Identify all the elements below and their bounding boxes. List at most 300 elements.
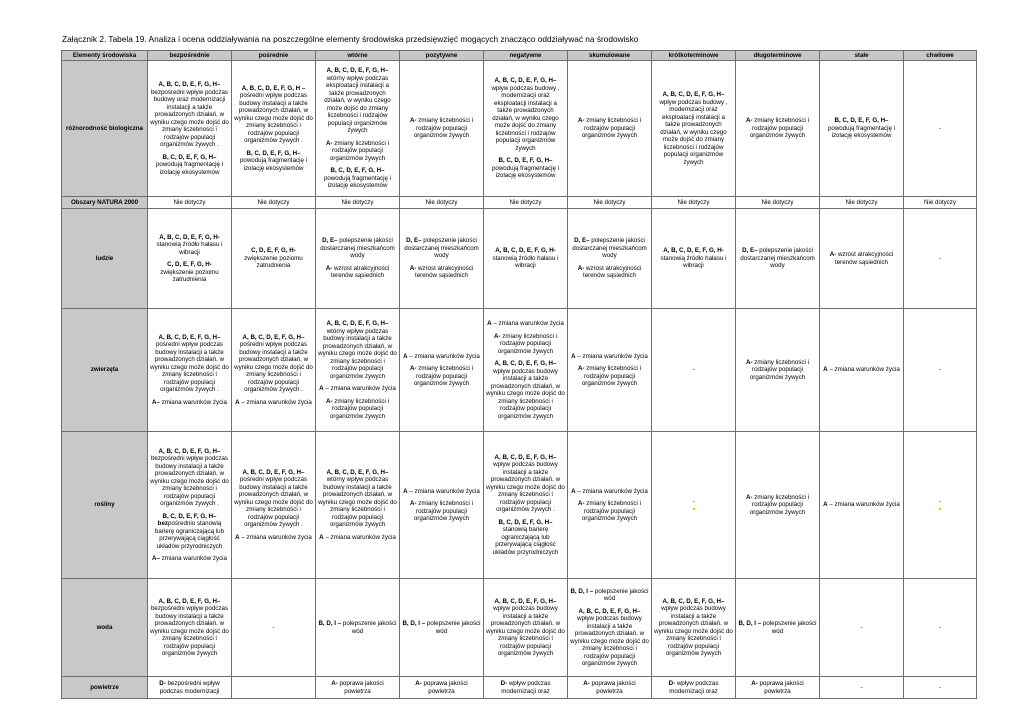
cell-code: D, E– [406,237,422,245]
cell-code: A- [326,139,333,147]
cell-text: - [938,497,942,505]
cell-paragraph [402,265,481,280]
cell-text: polepszenie jakości dostarczanej mieszkańcom wody [404,237,479,260]
cell-text: stanowią źródło hałasu i wibracji [660,254,727,270]
cell-text: powodują fragmentację i izolację ekosystemów [491,164,560,180]
cell-paragraph [822,199,901,207]
cell-code: A- [415,680,422,687]
table-body [62,61,977,699]
cell-code: B, C, D, E, F, G, H– [498,157,553,165]
cell-paragraph [150,261,229,284]
cell-code: A, B, C, D, E, F, G, H– [494,597,557,605]
cell-text: polepszenie jakości dostarczanej mieszkańcom wody [572,237,647,260]
cell-text: polepszenie jakości dostarczanej mieszkańcom wody [320,237,395,260]
table-cell [568,309,652,432]
cell-code: A, B, C, D, E, F, G, H – [241,84,306,92]
cell-paragraph [150,555,229,563]
cell-paragraph [318,265,397,280]
cell-paragraph [654,247,733,270]
cell-paragraph [822,366,901,374]
cell-text: wpływ podczas modernizacji oraz [501,680,551,695]
table-cell [568,677,652,699]
cell-text: powodują fragmentację i izolację ekosystemów [239,157,308,172]
cell-text: – zmiana warunków życia [239,398,312,406]
cell-text: zmiany liczebności i rodzajów populacji organizmów żywych [497,332,557,355]
table-cell [652,677,736,699]
table-cell [316,432,400,579]
cell-code: B, D, I – [570,587,594,595]
cell-paragraph [318,398,397,421]
cell-paragraph [906,624,974,632]
table-cell [400,197,484,209]
cell-text: powodują fragmentację i izolację ekosystemów [827,124,896,140]
cell-code: B, D, I – [738,620,762,627]
cell-text: Nie dotyczy [845,198,878,206]
cell-text: – zmiana warunków życia [575,487,648,495]
table-cell [148,579,232,677]
table-row [62,579,977,677]
cell-paragraph [486,157,565,180]
cell-paragraph [402,117,481,140]
cell-code: A- [577,264,585,272]
cell-code: D- [159,680,166,687]
cell-text: bezpośredni wpływ podczas budowy oraz modernizacji instalacji a także prowadzonych działań, w wyniku czego może dojść do zmiany liczebności i rodzajów populacji organizmów żywych . [150,88,229,148]
cell-code: D, E– [742,247,758,255]
cell-paragraph [906,498,974,513]
cell-paragraph [486,360,565,420]
cell-text: wpływ podczas budowy instalacji a także prowadzonych działań, w wyniku czego może dojść do zmiany liczebności i rodzajów populacji organizmów żywych [654,605,733,657]
cell-text: poprawa jakości powietrza [757,680,804,695]
cell-code: A- [578,117,585,125]
cell-code: A, B, C, D, E, F, G, H– [158,81,221,88]
column-header: skumulowane [568,51,652,61]
cell-text: poprawa jakości powietrza [421,680,468,695]
cell-paragraph [234,247,313,270]
cell-text: wpływ podczas budowy instalacji a także prowadzonych działań, w wyniku czego może dojść do zmiany liczebności i rodzajów populacji organizmów żywych [570,615,649,667]
cell-code: A [235,533,240,541]
cell-paragraph [570,500,649,523]
cell-paragraph [486,598,565,658]
cell-code: D, E– [322,237,338,245]
cell-text: wpływ podczas budowy instalacji a także prowadzonych działań, w wyniku czego może dojść do zmiany liczebności i rodzajów populacji organizmów żywych . [486,461,565,514]
cell-text: zmiana warunków życia [159,555,227,562]
cell-code: A- [325,264,333,272]
cell-text: - [860,683,863,691]
cell-code: B, C, D, E, F, G, H– [498,518,553,526]
table-cell [484,197,568,209]
table-cell [820,209,904,309]
row-label: rośliny [62,432,148,579]
cell-paragraph [570,680,649,695]
cell-text: zmiany liczebności i rodzajów populacji organizmów żywych [581,365,641,387]
cell-code: A, B, C, D, E, F, G, H– [494,360,557,367]
cell-text: pośredni wpływ podczas budowy instalacji a także prowadzonych działań, w wyniku czego może dojść do zmiany liczebności i rodzajów populacji organizmów żywych . [234,92,313,145]
table-cell [484,309,568,432]
cell-text: wpływ podczas budowy , modernizacji oraz eksploatacji instalacji a także prowadzonych działań, w wyniku czego może dojść do zmiany liczebności i rodzajów populacji organizmów żywych [659,98,728,166]
cell-text: wpływ podczas budowy instalacji a także prowadzonych działań, w wyniku czego może dojść do zmiany liczebności i rodzajów populacji organizmów żywych [486,605,565,657]
cell-code: A- [410,500,417,507]
table-cell [232,579,316,677]
table-cell [904,197,977,209]
cell-paragraph [234,399,313,407]
table-cell [148,61,232,197]
cell-code: A- [583,680,590,687]
cell-paragraph [234,199,313,207]
cell-code: B, C, D, E, F, G, H– [162,153,217,161]
table-cell [232,61,316,197]
table-cell [736,209,820,309]
table-cell [400,432,484,579]
cell-code: A– [152,555,160,562]
table-cell [232,432,316,579]
cell-text: - [938,683,942,691]
cell-paragraph [234,85,313,145]
cell-text: powodują fragmentację i izolację ekosystemów [323,174,392,190]
cell-text: bezpośredni wpływ podczas budowy instalacji a także prowadzonych działań, w wyniku czego może dojść do zmiany liczebności i rodzajów populacji organizmów żywych . [150,455,229,507]
cell-paragraph [738,117,817,140]
cell-code: A- [409,264,417,272]
cell-code: B, C, D, E, F, G, H– [330,167,385,175]
yellow-dot-icon [693,508,695,510]
table-cell [652,309,736,432]
cell-paragraph [318,140,397,163]
cell-text: polepszenie jakości wód [593,587,649,602]
column-header: bezpośrednie [148,51,232,61]
row-label: zwierzęta [62,309,148,432]
cell-code: C, D, E, F, G, H- [251,247,296,255]
cell-paragraph [570,608,649,668]
yellow-dot-icon [939,508,941,510]
cell-text: – zmiana warunków życia [827,501,900,509]
cell-code: B, C, D, E, F, G, H– [834,117,889,125]
cell-text: - [692,497,695,505]
cell-code: A [235,398,240,406]
cell-text: Nie dotyczy [593,198,626,206]
cell-paragraph [570,588,649,603]
cell-code: A [403,352,408,360]
table-cell [568,209,652,309]
cell-paragraph [486,454,565,514]
cell-code: B, D, I – [318,620,342,627]
table-cell [232,677,316,699]
table-row [62,432,977,579]
cell-paragraph [654,680,733,695]
cell-text: Nie dotyczy [173,198,206,206]
cell-text: Nie dotyczy [677,198,710,206]
cell-paragraph [402,353,481,361]
cell-text: polepszenie jakości wód [761,620,817,635]
cell-text: - [938,124,942,132]
table-cell [232,209,316,309]
cell-paragraph [402,365,481,388]
cell-paragraph [234,469,313,529]
cell-paragraph [318,385,397,393]
cell-code: A, B, C, D, E, F, G, H– [494,453,557,461]
cell-code: A, B, C, D, E, F, G, H– [158,447,221,455]
cell-paragraph [318,167,397,190]
cell-text: poprawa jakości powietrza [589,680,636,695]
table-cell [148,309,232,432]
table-cell [400,61,484,197]
cell-text: polepszenie jakości wód [341,620,397,635]
cell-paragraph [318,620,397,635]
table-row [62,677,977,699]
table-cell [904,61,977,197]
cell-paragraph [150,598,229,658]
cell-text: - [938,366,942,374]
cell-text: pośredni wpływ podczas budowy instalacji a także prowadzonych działań, w wyniku czego może dojść do zmiany liczebności i rodzajów populacji organizmów żywych . [234,476,313,529]
cell-paragraph [822,251,901,266]
cell-text: - [272,623,275,631]
cell-paragraph [822,624,901,632]
cell-text: - [938,254,942,262]
cell-code: A [403,487,408,495]
cell-code: A- [326,397,333,405]
cell-paragraph [906,199,974,207]
cell-code: A- [410,117,417,125]
cell-paragraph [486,199,565,207]
cell-code: A, B, C, D, E, F, G, H- [159,233,220,241]
cell-code: A, B, C, D, E, F, G, H– [242,468,305,476]
cell-paragraph [822,684,901,692]
cell-text: – zmiana warunków życia [239,533,312,541]
table-cell [316,61,400,197]
cell-code: B, D, I – [402,620,426,627]
table-cell [316,677,400,699]
cell-paragraph [738,199,817,207]
table-cell [148,677,232,699]
cell-text: – zmiana warunków życia [323,385,396,392]
cell-paragraph [234,150,313,173]
cell-paragraph [654,199,733,207]
table-cell [652,61,736,197]
cell-code: A, B, C, D, E, F, G, H– [158,333,221,341]
cell-paragraph [402,620,481,635]
table-cell [820,61,904,197]
cell-paragraph [486,680,565,695]
table-cell [904,209,977,309]
cell-paragraph [150,334,229,394]
table-row [62,197,977,209]
cell-code: B, C, D, E, F, G, H– bez [157,512,217,527]
row-label: ludzie [62,209,148,309]
table-cell [820,197,904,209]
table-cell [652,209,736,309]
cell-paragraph [822,501,901,509]
table-cell [904,432,977,579]
cell-code: A, B, C, D, E, F, G, H– [326,67,389,75]
table-cell [904,579,977,677]
cell-paragraph [486,333,565,356]
column-header: krótkoterminowe [652,51,736,61]
cell-paragraph [906,366,974,374]
cell-paragraph [150,81,229,149]
table-cell [400,309,484,432]
cell-code: A [319,533,324,541]
cell-paragraph [738,359,817,382]
cell-paragraph [486,320,565,328]
cell-paragraph [570,353,649,361]
row-label: Obszary NATURA 2000 [62,197,148,209]
cell-paragraph [570,117,649,140]
table-cell [736,61,820,197]
cell-text: pośredni wpływ podczas budowy instalacji a także prowadzonych działań, w wyniku czego może dojść do zmiany liczebności i rodzajów populacji organizmów żywych . [234,341,313,394]
table-cell [568,432,652,579]
cell-text: zwiększenie poziomu zatrudnienia [160,268,219,283]
cell-text: wtórny wpływ podczas budowy instalacji a także prowadzonych działań, w wyniku czego może dojść do zmiany liczebności i rodzajów populacji organizmów żywych [318,327,397,380]
page-title: Załącznik 2. Tabela 19. Analiza i ocena oddziaływania na poszczególne elementy środowiska przedsięwzięć mogących znacząco oddziaływać na środowisko [62,34,639,44]
table-cell [820,432,904,579]
cell-code: A, B, C, D, E, F, G, H– [494,77,557,85]
cell-paragraph [738,620,817,635]
cell-code: A, B, C, D, E, F, G, H– [662,91,725,98]
cell-paragraph [654,366,733,374]
cell-text: - [938,623,942,631]
cell-text: – zmiana warunków życia [407,352,480,360]
cell-code: A- [751,680,758,687]
table-cell [652,432,736,579]
table-cell [484,209,568,309]
cell-paragraph [486,519,565,557]
cell-paragraph [402,500,481,523]
table-cell [148,209,232,309]
table-cell [568,579,652,677]
cell-code: A, B, C, D, E, F, G, H- [663,247,724,255]
cell-paragraph [318,469,397,529]
cell-paragraph [150,680,229,695]
cell-text: zmiana warunków życia [159,398,227,406]
cell-paragraph [234,624,313,632]
table-cell [316,579,400,677]
table-cell [568,61,652,197]
cell-text: zmiany liczebności i rodzajów populacji organizmów żywych [329,139,389,162]
cell-paragraph [654,91,733,166]
table-row [62,61,977,197]
cell-paragraph [318,534,397,542]
cell-paragraph [486,77,565,152]
cell-text: zmiany liczebności i rodzajów populacji organizmów żywych [413,500,473,522]
table-cell [736,579,820,677]
cell-paragraph [906,255,974,263]
cell-code: A- [578,500,585,507]
cell-code: A- [410,365,417,372]
cell-paragraph [906,125,974,133]
cell-text: zmiany liczebności i rodzajów populacji organizmów żywych [329,397,389,420]
cell-text: wpływ podczas budowy , modernizacji oraz eksploatacji instalacji a także prowadzonych działań, w wyniku czego może dojść do zmiany liczebności i rodzajów populacji organizmów żywych [491,84,560,152]
cell-text: stanowią źródło hałasu i wibracji [492,254,559,270]
cell-paragraph [738,247,817,270]
cell-text: zmiany liczebności i rodzajów populacji organizmów żywych [413,117,473,140]
row-label: woda [62,579,148,677]
cell-text: zwiększenie poziomu zatrudnienia [244,254,303,270]
cell-code: A [319,385,324,392]
impact-table [61,50,977,699]
table-row [62,209,977,309]
cell-text: wzrost atrakcyjności terenów sąsiednich [583,264,642,280]
cell-text: polepszenie jakości wód [425,620,481,635]
cell-text: wtórny wpływ podczas eksploatacji instalacji a także prowadzonych działań, w wyniku czego może dojść do zmiany liczebności i rodzajów populacji organizmów żywych [324,74,391,135]
cell-paragraph [570,237,649,260]
cell-paragraph [402,680,481,695]
cell-paragraph [402,199,481,207]
column-header: stałe [820,51,904,61]
table-cell [736,677,820,699]
cell-text: zmiany liczebności i rodzajów populacji organizmów żywych [413,365,473,387]
cell-paragraph [738,680,817,695]
table-cell [484,579,568,677]
table-cell [400,209,484,309]
column-header: długoterminowe [736,51,820,61]
table-cell [820,579,904,677]
cell-text: – zmiana warunków życia [323,533,396,541]
cell-text: Nie dotyczy [924,198,956,206]
cell-code: A- [746,493,753,501]
cell-text: bezpośredni wpływ podczas budowy instalacji a także prowadzonych działań, w wyniku czego może dojść do zmiany liczebności i rodzajów populacji organizmów żywych [150,605,229,657]
cell-code: A, B, C, D, E, F, G, H– [662,597,725,605]
column-header: negatywne [484,51,568,61]
cell-code: A [823,366,828,374]
cell-paragraph [822,117,901,140]
table-cell [484,677,568,699]
cell-code: A- [331,680,338,687]
cell-paragraph [318,199,397,207]
cell-text: wzrost atrakcyjności terenów sąsiednich [415,264,474,280]
cell-text: Nie dotyczy [341,198,374,206]
cell-code: A, B, C, D, E, F, G, H– [158,597,221,605]
cell-text: pośrednio stanowią barierę ograniczającą lub przerywającą ciągłość układów przyrodniczych [154,520,225,550]
cell-code: A [571,352,576,360]
cell-code: A- [746,117,753,125]
cell-code: A- [578,365,585,372]
cell-code: A– [152,398,160,406]
table-cell [316,197,400,209]
cell-code: A [571,487,576,495]
table-cell [736,309,820,432]
column-header: Elementy środowiska [62,51,148,61]
cell-code: A, B, C, D, E, F, G, H- [495,247,556,255]
table-cell [820,309,904,432]
cell-text: – zmiana warunków życia [827,366,900,374]
cell-paragraph [402,237,481,260]
cell-paragraph [150,399,229,407]
cell-text: poprawa jakości powietrza [337,680,384,695]
row-label: różnorodność biologiczna [62,61,148,197]
cell-paragraph [318,320,397,380]
cell-paragraph [150,199,229,207]
cell-paragraph [570,488,649,496]
cell-text: Nie dotyczy [509,198,542,206]
cell-text: polepszenie jakości dostarczanej mieszkańcom wody [740,247,815,270]
column-header: chwilowe [904,51,977,61]
cell-paragraph [654,498,733,513]
cell-paragraph [486,247,565,270]
cell-paragraph [570,365,649,388]
cell-paragraph [654,598,733,658]
cell-text: zmiany liczebności i rodzajów populacji organizmów żywych [749,358,809,381]
cell-text: Nie dotyczy [257,198,290,206]
table-cell [652,579,736,677]
cell-code: A, B, C, D, E, F, G, H– [326,468,389,476]
table-cell [484,432,568,579]
cell-code: B, C, D, E, F, G, H– [246,149,301,157]
cell-text: wtórny wpływ podczas budowy instalacji a także prowadzonych działań, w wyniku czego może dojść do zmiany liczebności i rodzajów populacji organizmów żywych [318,476,397,529]
cell-paragraph [402,488,481,496]
cell-text: stanowią barierę ograniczającą lub przerywającą ciągłość układów przyrodniczych [492,526,559,556]
table-header-row [62,51,977,61]
table-cell [736,432,820,579]
column-header: pośrednie [232,51,316,61]
cell-code: D, E– [574,237,590,245]
